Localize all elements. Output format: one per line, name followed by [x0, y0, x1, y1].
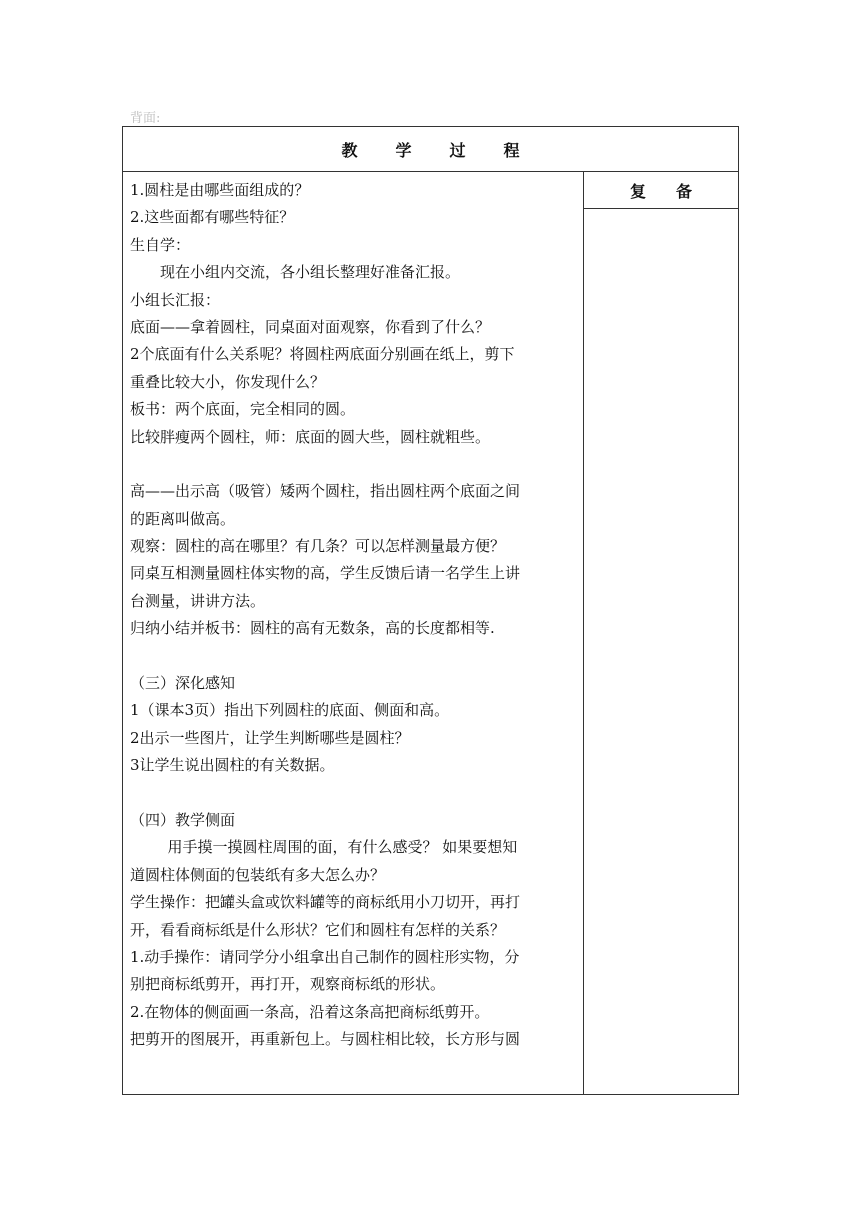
column-divider	[583, 172, 584, 1094]
side-column-header	[584, 172, 738, 209]
table-title: 教学过程	[341, 140, 558, 160]
content-line: 台测量，讲讲方法。	[130, 591, 266, 610]
side-column-title: 复备	[629, 181, 722, 201]
content-line: 别把商标纸剪开，再打开，观察商标纸的形状。	[130, 975, 446, 994]
content-line: 归纳小结并板书：圆柱的高有无数条，高的长度都相等.	[130, 619, 495, 638]
content-line: 2出示一些图片，让学生判断哪些是圆柱？	[130, 728, 410, 747]
content-line: 道圆柱体侧面的包装纸有多大怎么办？	[130, 865, 386, 884]
content-line: 1.圆柱是由哪些面组成的？	[130, 181, 310, 199]
blank-line	[130, 643, 580, 670]
content-line: 小组长汇报：	[130, 290, 221, 309]
blank-line	[130, 780, 580, 807]
content-line: 1.动手操作：请同学分小组拿出自己制作的圆柱形实物，分	[130, 947, 520, 966]
content-line: 2.在物体的侧面画一条高，沿着这条高把商标纸剪开。	[130, 1002, 490, 1021]
content-line: 同桌互相测量圆柱体实物的高，学生反馈后请一名学生上讲	[130, 564, 521, 583]
content-line: 的距离叫做高。	[130, 509, 236, 528]
content-line: 高——出示高（吸管）矮两个圆柱，指出圆柱两个底面之间	[130, 482, 521, 501]
content-line: 学生操作：把罐头盒或饮料罐等的商标纸用小刀切开，再打	[130, 893, 521, 912]
table-title-row	[123, 127, 738, 172]
blank-line	[130, 451, 580, 478]
content-line: 开，看看商标纸是什么形状？它们和圆柱有怎样的关系？	[130, 920, 506, 939]
content-line: 把剪开的图展开，再重新包上。与圆柱相比较，长方形与圆	[130, 1030, 521, 1049]
content-line: 1（课本3页）指出下列圆柱的底面、侧面和高。	[130, 701, 450, 720]
content-line: 2.这些面都有哪些特征？	[130, 208, 295, 227]
content-line: （三）深化感知	[130, 674, 236, 693]
content-line: 2个底面有什么关系呢？将圆柱两底面分别画在纸上，剪下	[130, 345, 515, 364]
content-line: 重叠比较大小，你发现什么？	[130, 372, 326, 391]
content-line: 板书：两个底面，完全相同的圆。	[130, 400, 356, 419]
content-line: 观察：圆柱的高在哪里？有几条？可以怎样测量最方便？	[130, 537, 506, 556]
content-line: 现在小组内交流，各小组长整理好准备汇报。	[160, 263, 461, 282]
content-line: 底面——拿着圆柱，同桌面对面观察，你看到了什么？	[130, 317, 491, 336]
content-line: 3让学生说出圆柱的有关数据。	[130, 756, 335, 775]
content-line: 比较胖瘦两个圆柱，师：底面的圆大些，圆柱就粗些。	[130, 427, 491, 446]
content-line: 生自学：	[130, 235, 191, 254]
header-note: 背面:	[130, 111, 161, 126]
content-line: 用手摸一摸圆柱周围的面，有什么感受？ 如果要想知	[167, 838, 518, 857]
lesson-content	[130, 177, 580, 1054]
content-line: （四）教学侧面	[130, 810, 236, 829]
lesson-table	[122, 126, 739, 1095]
